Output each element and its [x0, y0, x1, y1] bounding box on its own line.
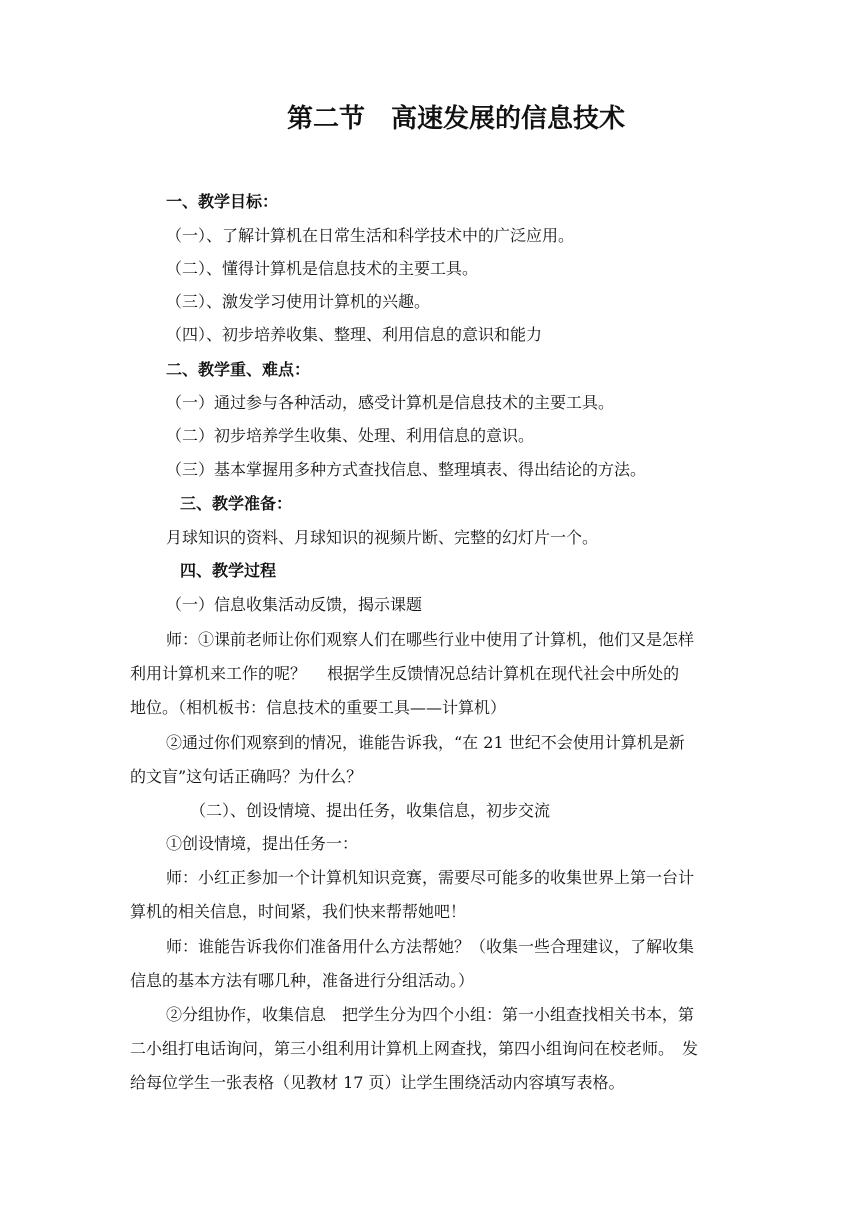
- paragraph-line: ②通过你们观察到的情况，谁能告诉我，“在 21 世纪不会使用计算机是新: [166, 733, 685, 752]
- paragraph-line: 利用计算机来工作的呢？ 根据学生反馈情况总结计算机在现代社会中所处的: [130, 664, 680, 683]
- section-heading-process: 四、教学过程: [180, 561, 277, 580]
- objective-item-4: （四）、初步培养收集、整理、利用信息的意识和能力: [166, 325, 543, 344]
- objective-item-2: （二）、懂得计算机是信息技术的主要工具。: [166, 259, 479, 278]
- process-step-1-heading: （一）信息收集活动反馈，揭示课题: [166, 595, 423, 614]
- objective-item-1: （一）、了解计算机在日常生活和科学技术中的广泛应用。: [166, 226, 575, 245]
- paragraph-line: 师：谁能告诉我你们准备用什么方法帮她？（收集一些合理建议，了解收集: [166, 937, 695, 956]
- key-point-item-2: （二）初步培养学生收集、处理、利用信息的意识。: [166, 426, 535, 445]
- paragraph-line: 地位。（相机板书：信息技术的重要工具——计算机）: [130, 698, 507, 717]
- preparation-text: 月球知识的资料、月球知识的视频片断、完整的幻灯片一个。: [166, 528, 599, 547]
- paragraph-line: 师：小红正参加一个计算机知识竞赛，需要尽可能多的收集世界上第一台计: [166, 868, 695, 887]
- section-heading-objectives: 一、教学目标：: [166, 192, 279, 211]
- process-step-2-heading: （二）、创设情境、提出任务，收集信息，初步交流: [190, 801, 551, 820]
- section-heading-preparation: 三、教学准备：: [180, 494, 293, 513]
- paragraph-line: 二小组打电话询问，第三小组利用计算机上网查找，第四小组询问在校老师。 发: [130, 1039, 699, 1058]
- paragraph-line: ①创设情境，提出任务一：: [166, 834, 359, 853]
- key-point-item-3: （三）基本掌握用多种方式查找信息、整理填表、得出结论的方法。: [166, 460, 647, 479]
- objective-item-3: （三）、激发学习使用计算机的兴趣。: [166, 292, 431, 311]
- paragraph-line: 信息的基本方法有哪几种，准备进行分组活动。）: [130, 971, 475, 990]
- paragraph-line: ②分组协作，收集信息 把学生分为四个小组：第一小组查找相关书本，第: [166, 1005, 695, 1024]
- paragraph-line: 给每位学生一张表格（见教材 17 页）让学生围绕活动内容填写表格。: [130, 1073, 625, 1092]
- key-point-item-1: （一）通过参与各种活动，感受计算机是信息技术的主要工具。: [166, 393, 615, 412]
- page-title: 第二节 高速发展的信息技术: [286, 104, 625, 134]
- paragraph-line: 的文盲”这句话正确吗？为什么？: [130, 767, 363, 786]
- section-heading-key-points: 二、教学重、难点：: [166, 360, 311, 379]
- paragraph-line: 师：①课前老师让你们观察人们在哪些行业中使用了计算机，他们又是怎样: [166, 630, 695, 649]
- paragraph-line: 算机的相关信息，时间紧，我们快来帮帮她吧！: [130, 902, 467, 921]
